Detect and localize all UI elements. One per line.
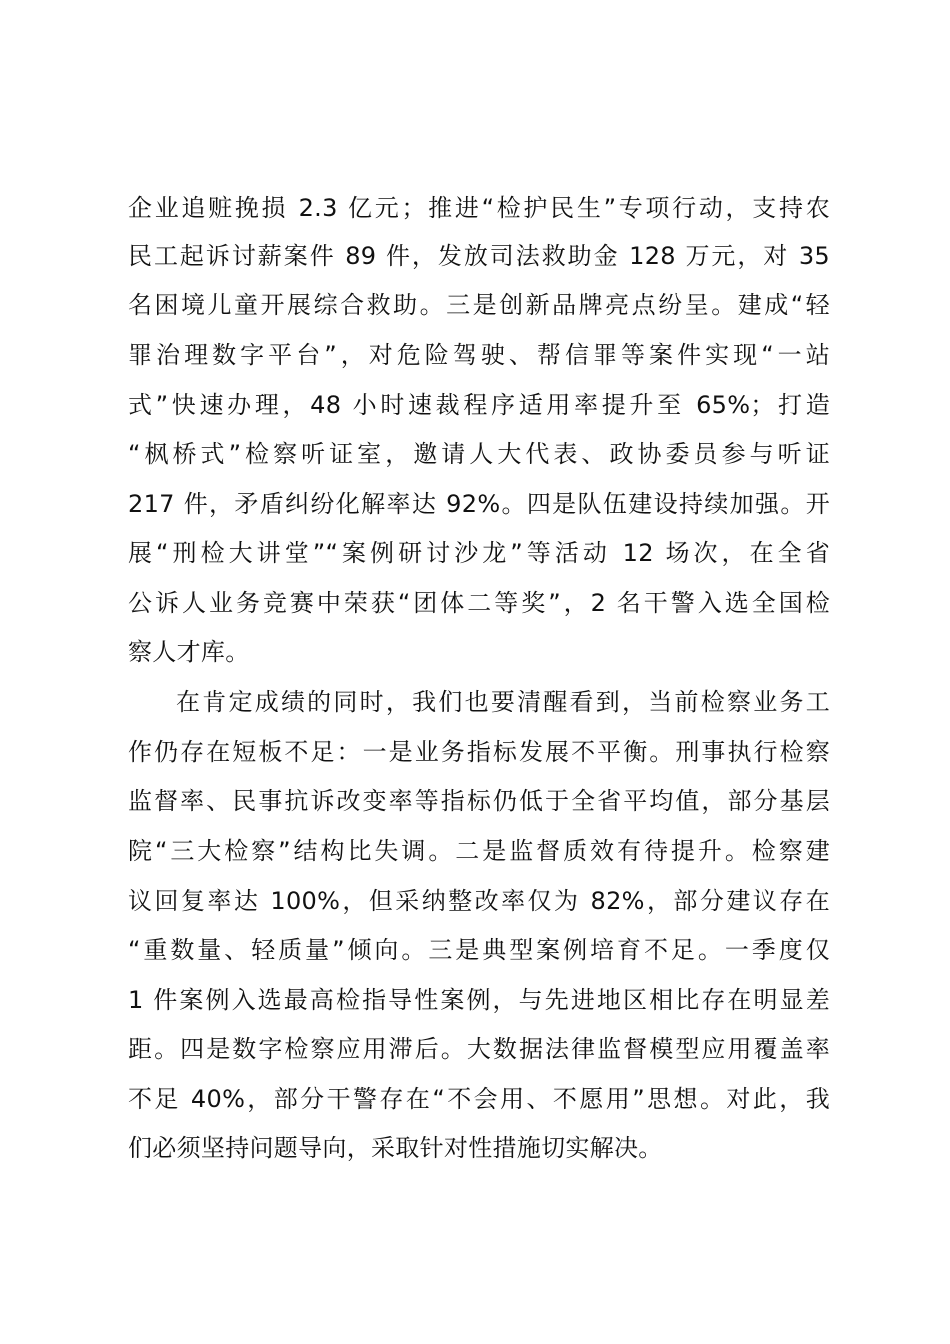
text-line: 企业追赃挽损 2.3 亿元；推进“检护民生”专项行动，支持农	[128, 194, 830, 222]
text-line: “枫桥式”检察听证室，邀请人大代表、政协委员参与听证	[128, 440, 830, 468]
text-line: 议回复率达 100%，但采纳整改率仅为 82%，部分建议存在	[128, 887, 830, 915]
text-line: 名困境儿童开展综合救助。三是创新品牌亮点纷呈。建成“轻	[128, 291, 830, 319]
text-line: 作仍存在短板不足：一是业务指标发展不平衡。刑事执行检察	[128, 738, 830, 766]
text-line: 察人才库。	[128, 638, 250, 666]
text-line: 式”快速办理，48 小时速裁程序适用率提升至 65%；打造	[128, 391, 830, 419]
text-line: 1 件案例入选最高检指导性案例，与先进地区相比存在明显差	[128, 986, 830, 1014]
text-line: 217 件，矛盾纠纷化解率达 92%。四是队伍建设持续加强。开	[128, 490, 830, 518]
text-line: 公诉人业务竞赛中荣获“团体二等奖”，2 名干警入选全国检	[128, 589, 830, 617]
text-line: 距。四是数字检察应用滞后。大数据法律监督模型应用覆盖率	[128, 1035, 830, 1063]
text-line: 罪治理数字平台”，对危险驾驶、帮信罪等案件实现“一站	[128, 341, 830, 369]
text-line: 不足 40%，部分干警存在“不会用、不愿用”思想。对此，我	[128, 1085, 830, 1113]
text-line: 在肯定成绩的同时，我们也要清醒看到，当前检察业务工	[176, 688, 830, 716]
text-line: 们必须坚持问题导向，采取针对性措施切实解决。	[128, 1134, 663, 1162]
text-line: 民工起诉讨薪案件 89 件，发放司法救助金 128 万元，对 35	[128, 242, 830, 270]
text-line: 监督率、民事抗诉改变率等指标仍低于全省平均值，部分基层	[128, 787, 830, 815]
text-line: “重数量、轻质量”倾向。三是典型案例培育不足。一季度仅	[128, 936, 830, 964]
text-line: 展“刑检大讲堂”“案例研讨沙龙”等活动 12 场次，在全省	[128, 539, 830, 567]
text-line: 院“三大检察”结构比失调。二是监督质效有待提升。检察建	[128, 837, 830, 865]
